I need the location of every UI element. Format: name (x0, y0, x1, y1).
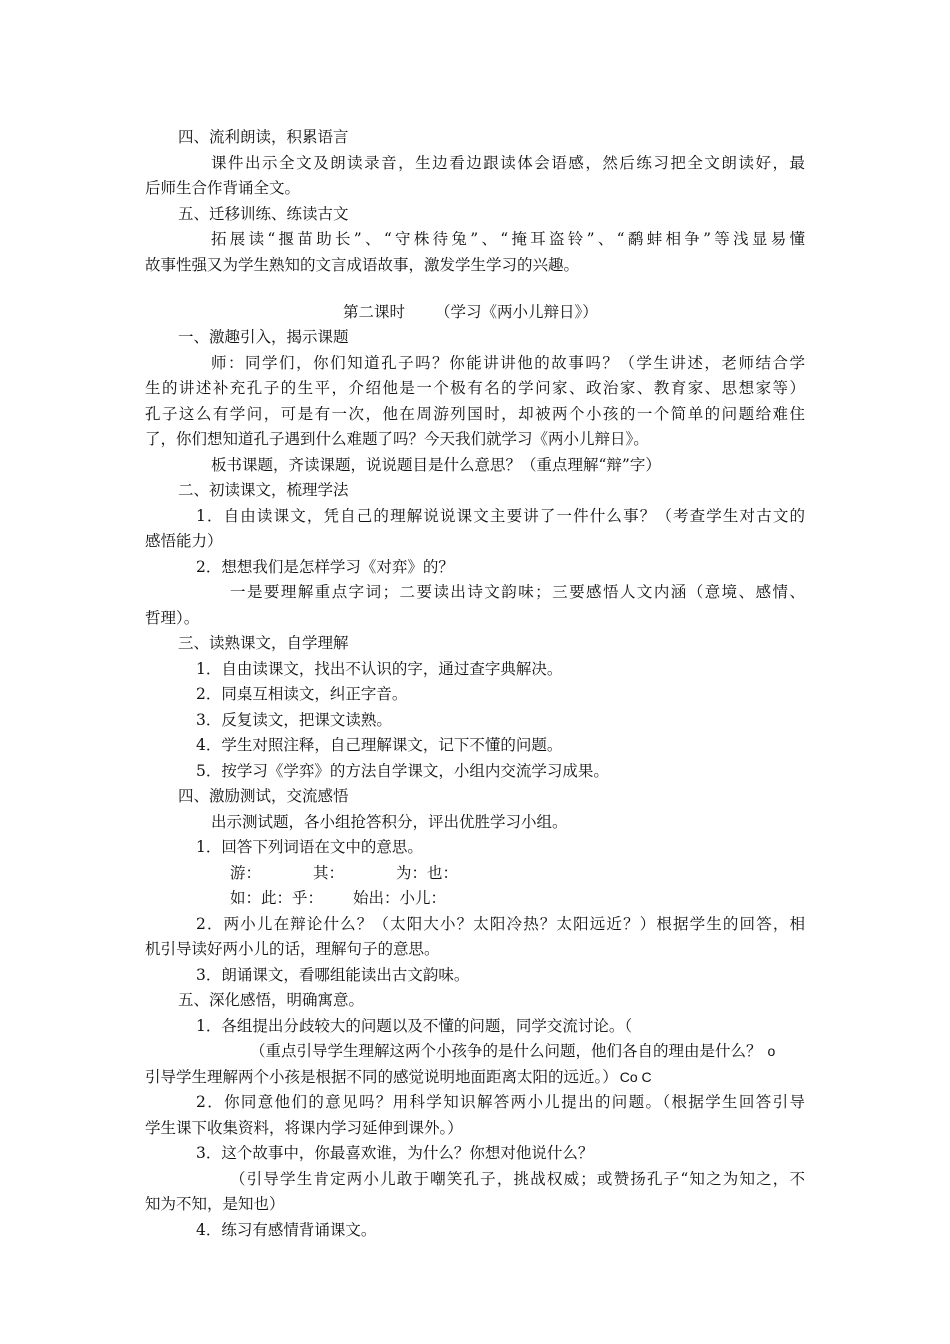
lesson-title-main: 第二课时 (343, 303, 406, 321)
heading-section-2: 二、初读课文，梳理学法 (178, 481, 349, 499)
paragraph-line: 孔子这么有学问，可是有一次，他在周游列国时，却被两个小孩的一个简单的问题给难住 (145, 405, 805, 423)
lesson-title (343, 302, 598, 322)
list-item: 2．你同意他们的意见吗？用科学知识解答两小儿提出的问题。（根据学生回答引导 (196, 1093, 805, 1111)
list-item: 2．两小儿在辩论什么？（太阳大小？太阳冷热？太阳远近？）根据学生的回答，相 (196, 915, 805, 933)
paragraph-line: 2．想想我们是怎样学习《对弈》的？ (196, 558, 454, 576)
heading-section-1: 一、激趣引入，揭示课题 (178, 328, 349, 346)
list-item: 1．回答下列词语在文中的意思。 (196, 838, 423, 856)
heading-section-4: 四、流利朗读，积累语言 (178, 128, 349, 146)
paragraph-line: 故事性强又为学生熟知的文言成语故事，激发学生学习的兴趣。 (145, 256, 580, 274)
vocab-row (230, 863, 458, 883)
paragraph-line: 知为不知，是知也） (145, 1195, 285, 1213)
list-item: 4．练习有感情背诵课文。 (196, 1221, 377, 1239)
vocab-item: 如：此：乎： (230, 889, 324, 907)
stray-mark: o (767, 1043, 776, 1059)
heading-section-5: 五、迁移训练、练读古文 (178, 205, 349, 223)
list-item: 3．这个故事中，你最喜欢谁，为什么？你想对他说什么？ (196, 1144, 594, 1162)
paragraph-line: 感悟能力） (145, 532, 223, 550)
list-item: 5．按学习《学弈》的方法自学课文，小组内交流学习成果。 (196, 762, 609, 780)
paragraph-line: 生的讲述补充孔子的生平，介绍他是一个极有名的学问家、政治家、教育家、思想家等） (145, 379, 805, 397)
heading-section-5b: 五、深化感悟，明确寓意。 (178, 991, 365, 1009)
paragraph-text: （重点引导学生理解这两个小孩争的是什么问题，他们各自的理由是什么？ (250, 1042, 762, 1060)
paragraph-line: 后师生合作背诵全文。 (145, 179, 301, 197)
heading-section-4b: 四、激励测试，交流感悟 (178, 787, 349, 805)
paragraph-line (250, 1041, 775, 1061)
vocab-item: 始出：小儿： (353, 889, 447, 907)
paragraph-line (145, 1067, 652, 1087)
paragraph-text: 引导学生理解两个小孩是根据不同的感觉说明地面距离太阳的远近。） (145, 1068, 618, 1086)
paragraph-line: 一是要理解重点字词；二要读出诗文韵味；三要感悟人文内涵（意境、感情、 (230, 583, 805, 601)
paragraph-line: 拓展读“揠苗助长”、“守株待兔”、“掩耳盗铃”、“鹬蚌相争”等浅显易懂 (211, 230, 805, 248)
list-item: 2．同桌互相读文，纠正字音。 (196, 685, 408, 703)
paragraph-line: 机引导读好两小儿的话，理解句子的意思。 (145, 940, 440, 958)
vocab-row (230, 888, 446, 908)
paragraph-line: （引导学生肯定两小儿敢于嘲笑孔子，挑战权威；或赞扬孔子“知之为知之，不 (230, 1170, 805, 1188)
vocab-item: 游： (230, 864, 262, 882)
paragraph-line: 板书课题，齐读课题，说说题目是什么意思？（重点理解“辩”字） (211, 456, 661, 474)
paragraph-line: 师：同学们，你们知道孔子吗？你能讲讲他的故事吗？（学生讲述，老师结合学 (211, 354, 805, 372)
heading-section-3: 三、读熟课文，自学理解 (178, 634, 349, 652)
stray-mark: Co C (619, 1069, 652, 1085)
paragraph-line: 出示测试题，各小组抢答积分，评出优胜学习小组。 (211, 813, 568, 831)
list-item: 1．自由读课文，找出不认识的字，通过查字典解决。 (196, 660, 563, 678)
list-item: 4．学生对照注释，自己理解课文，记下不懂的问题。 (196, 736, 563, 754)
list-item: 1．各组提出分歧较大的问题以及不懂的问题，同学交流讨论。（ (196, 1017, 633, 1035)
paragraph-line: 1．自由读课文，凭自己的理解说说课文主要讲了一件什么事？（考查学生对古文的 (196, 507, 805, 525)
paragraph-line: 了，你们想知道孔子遇到什么难题了吗？今天我们就学习《两小儿辩日》。 (145, 430, 649, 448)
paragraph-line: 课件出示全文及朗读录音，生边看边跟读体会语感，然后练习把全文朗读好，最 (211, 154, 805, 172)
vocab-item: 其： (313, 864, 345, 882)
list-item: 3．反复读文，把课文读熟。 (196, 711, 392, 729)
paragraph-line: 哲理）。 (145, 609, 200, 627)
vocab-item: 为：也： (396, 864, 459, 882)
list-item: 3．朗诵课文，看哪组能读出古文韵味。 (196, 966, 470, 984)
lesson-title-sub: （学习《两小儿辩日》） (435, 303, 598, 321)
paragraph-line: 学生课下收集资料，将课内学习延伸到课外。） (145, 1119, 463, 1137)
